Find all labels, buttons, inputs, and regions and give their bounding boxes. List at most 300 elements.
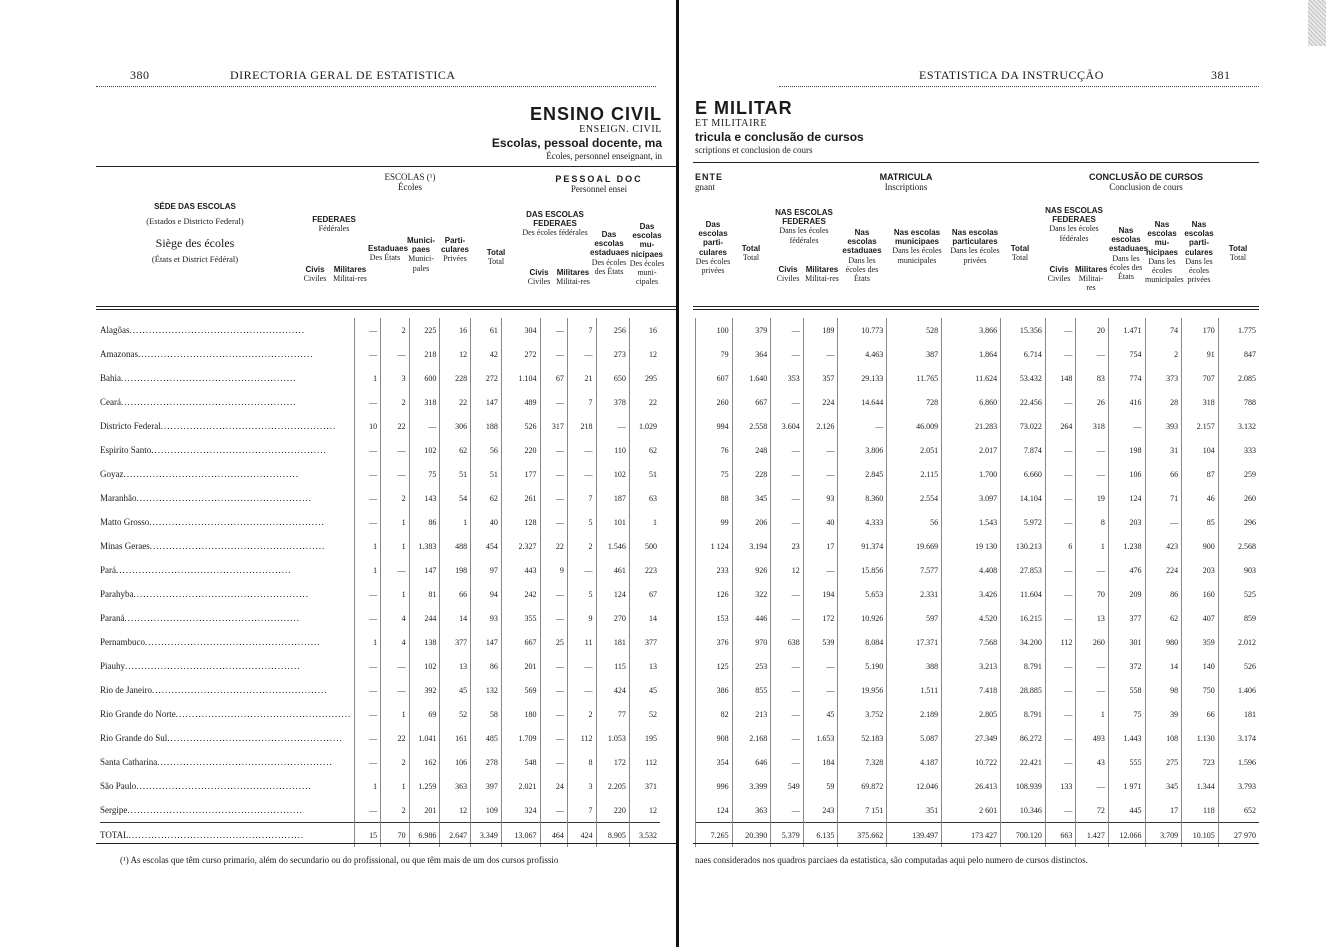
head-particulares: Parti-culares Privées [440,236,470,264]
table-cell: 7.265 [696,823,733,848]
left-data-table [100,318,660,847]
table-cell: 22.421 [1001,750,1046,774]
head-total-conc: Total Total [1228,244,1248,263]
table-cell: 198 [440,558,471,582]
table-cell: 224 [1145,558,1182,582]
table-cell: 1.596 [1218,750,1259,774]
table-cell: 201 [409,798,440,823]
table-cell: 13 [440,654,471,678]
head-das-particulares: Das escolas parti-culares Des écoles privées [695,220,731,275]
table-cell: 788 [1218,390,1259,414]
table-cell: 376 [696,630,733,654]
table-cell: 2.554 [887,486,942,510]
head-federaes: FEDERAES Fédérales [312,215,356,234]
table-cell: 7 [567,318,596,342]
head-nas-estaduaes: Nas escolas estaduaes Dans les écoles des États [842,228,882,283]
table-cell: — [1045,798,1076,823]
table-cell: 1 [355,534,381,558]
table-cell: 549 [771,774,804,798]
table-cell: 17 [1145,798,1182,823]
table-cell: 10.346 [1001,798,1046,823]
table-cell: 160 [1182,582,1219,606]
table-cell: 71 [1145,486,1182,510]
table-cell: 52 [629,702,660,726]
table-cell: 97 [471,558,502,582]
subtitle-pt-right: tricula e conclusão de cursos [695,130,864,144]
table-cell: — [1045,582,1076,606]
leader-dots: ...................................................... [123,469,299,479]
table-cell: — [771,606,804,630]
table-cell: 2 [381,318,409,342]
leader-dots: ...................................................... [121,373,297,383]
table-cell: 140 [1182,654,1219,678]
table-cell: 607 [696,366,733,390]
table-cell: — [355,678,381,702]
leader-dots: ...................................................... [124,613,300,623]
table-cell: 8 [567,750,596,774]
subtitle-fr-right: ET MILITAIRE [695,118,768,129]
table-row [696,462,1260,486]
row-label [100,438,355,462]
row-label-text: Parahyba [100,589,134,599]
table-cell: — [1045,510,1076,534]
table-cell: 102 [596,462,629,486]
table-cell: — [596,414,629,438]
table-cell: 646 [732,750,771,774]
table-cell: 77 [596,702,629,726]
table-row [696,414,1260,438]
table-cell: 446 [732,606,771,630]
row-label-text: Alagôas [100,325,130,335]
row-label-text: Amazonas [100,349,138,359]
table-cell: — [355,318,381,342]
table-cell: 16.215 [1001,606,1046,630]
table-cell: 6.860 [942,390,1001,414]
table-cell: 109 [471,798,502,823]
table-cell: 424 [567,823,596,848]
table-cell: 40 [471,510,502,534]
table-cell: — [381,438,409,462]
table-cell: 493 [1076,726,1109,750]
table-cell: 1.029 [629,414,660,438]
table-cell: 17.371 [887,630,942,654]
group-conclusao: CONCLUSÃO DE CURSOS Conclusion de cours [1088,172,1203,193]
table-cell: — [355,606,381,630]
table-cell: 170 [1182,318,1219,342]
row-label-text: São Paulo [100,781,137,791]
table-cell: 295 [629,366,660,390]
table-cell: 253 [732,654,771,678]
header-bottom-rule [96,306,676,307]
leader-dots: ...................................................... [129,325,305,335]
table-cell: 855 [732,678,771,702]
table-row [696,750,1260,774]
table-cell: 3.532 [629,823,660,848]
table-cell: 728 [887,390,942,414]
table-cell: 130.213 [1001,534,1046,558]
table-cell: 388 [887,654,942,678]
table-cell: 102 [409,654,440,678]
table-cell: 2 [381,486,409,510]
footnote-right: naes considerados nos quadros parciaes da estatistica, são computadas aqui pelo numero de cursos distinctos. [695,855,1088,865]
table-cell: — [540,486,567,510]
table-cell: — [540,510,567,534]
table-cell: 102 [409,438,440,462]
table-cell: 5.190 [838,654,887,678]
table-cell: 345 [1145,774,1182,798]
table-cell: 324 [501,798,540,823]
table-cell: 1.053 [596,726,629,750]
table-cell: 1.130 [1182,726,1219,750]
table-cell: 1 [355,630,381,654]
table-cell: 489 [501,390,540,414]
table-cell: — [381,462,409,486]
table-cell: 74 [1145,318,1182,342]
table-cell: 248 [732,438,771,462]
table-cell: 275 [1145,750,1182,774]
table-cell: 4.333 [838,510,887,534]
table-cell: — [771,390,804,414]
table-cell: 52 [440,702,471,726]
table-cell: 15.856 [838,558,887,582]
group-matricula: MATRICULA Inscriptions [879,172,933,193]
table-cell: 14.644 [838,390,887,414]
table-cell: 3.174 [1218,726,1259,750]
table-cell: 13 [1076,606,1109,630]
table-cell: 7 [567,486,596,510]
table-cell: 147 [409,558,440,582]
table-cell: — [355,726,381,750]
table-cell: — [838,414,887,438]
table-cell: 379 [732,318,771,342]
table-cell: 86 [1145,582,1182,606]
subtitle-fr2-left: Écoles, personnel enseignant, in [546,151,662,161]
table-cell: 2 [1145,342,1182,366]
table-cell: — [1108,414,1145,438]
table-cell: 1.443 [1108,726,1145,750]
table-cell: 423 [1145,534,1182,558]
table-cell: 1.653 [803,726,838,750]
subtitle-fr2-right: scriptions et conclusion de cours [695,145,813,155]
table-cell: 187 [596,486,629,510]
table-cell: 416 [1108,390,1145,414]
table-cell: 73.022 [1001,414,1046,438]
table-cell: 54 [440,486,471,510]
table-cell: 4 [381,630,409,654]
table-cell: 667 [501,630,540,654]
table-cell: 377 [629,630,660,654]
table-cell: 260 [1076,630,1109,654]
header-bottom-rule-2 [96,309,676,310]
table-cell: 260 [696,390,733,414]
table-cell: 555 [1108,750,1145,774]
table-cell: 650 [596,366,629,390]
table-cell: 67 [629,582,660,606]
table-cell: — [567,558,596,582]
table-cell: 23 [771,534,804,558]
table-cell: 996 [696,774,733,798]
table-cell: 42 [471,342,502,366]
table-cell: 70 [1076,582,1109,606]
table-cell: — [771,438,804,462]
table-cell: 351 [887,798,942,823]
table-cell: 124 [696,798,733,823]
table-cell: 3.132 [1218,414,1259,438]
table-cell: 20 [1076,318,1109,342]
table-top-rule [96,166,676,167]
table-cell: 27 970 [1218,823,1259,848]
leader-dots: ...................................................... [160,421,337,431]
table-cell: — [1045,558,1076,582]
table-row [100,510,660,534]
table-cell: 1 124 [696,534,733,558]
table-cell: 181 [1218,702,1259,726]
table-cell: 51 [471,462,502,486]
table-cell: 184 [803,750,838,774]
table-cell: 14.104 [1001,486,1046,510]
table-cell: 29.133 [838,366,887,390]
table-row [696,342,1260,366]
table-cell: — [355,438,381,462]
table-cell: 397 [471,774,502,798]
table-cell: 67 [540,366,567,390]
table-cell: 371 [629,774,660,798]
table-cell: 1 [355,558,381,582]
table-cell: — [381,654,409,678]
stub-head [100,202,290,264]
table-cell: — [540,678,567,702]
table-cell: 488 [440,534,471,558]
table-cell: 2.017 [942,438,1001,462]
row-label [100,606,355,630]
footnote-left: (¹) As escolas que têm curso primario, além do secundario ou do profissional, ou que têm mais de um dos cursos profissio [120,855,559,865]
table-cell: 372 [1108,654,1145,678]
table-cell: 75 [1108,702,1145,726]
leader-dots: ...................................................... [151,445,327,455]
table-cell: — [540,726,567,750]
table-cell: 364 [732,342,771,366]
table-row [100,678,660,702]
table-row [696,534,1260,558]
table-cell: 223 [629,558,660,582]
table-cell: — [381,678,409,702]
table-cell: 525 [1218,582,1259,606]
table-cell: 8.084 [838,630,887,654]
table-cell: 91 [1182,342,1219,366]
table-cell: 3 [381,366,409,390]
table-cell: 62 [440,438,471,462]
table-cell: — [1045,726,1076,750]
table-cell: 3.709 [1145,823,1182,848]
wavy-rule-left [96,80,656,87]
table-cell: 76 [696,438,733,462]
table-cell: 69.872 [838,774,887,798]
table-cell: 2.126 [803,414,838,438]
table-cell: 2 [381,390,409,414]
table-cell: 2.205 [596,774,629,798]
table-cell: 2 [567,702,596,726]
table-cell: — [1045,318,1076,342]
table-cell: 224 [803,390,838,414]
table-cell: 1 [440,510,471,534]
table-cell: 1.709 [501,726,540,750]
table-cell: 147 [471,390,502,414]
table-cell: 225 [409,318,440,342]
table-cell: 970 [732,630,771,654]
table-cell: 1.546 [596,534,629,558]
table-cell: 27.349 [942,726,1001,750]
table-cell: 106 [440,750,471,774]
table-cell: 39 [1145,702,1182,726]
table-cell: 526 [501,414,540,438]
row-label-text: Rio Grande do Norte [100,709,176,719]
table-cell: 2.189 [887,702,942,726]
table-cell: 139.497 [887,823,942,848]
table-row [100,534,660,558]
table-cell: — [381,342,409,366]
head-nas-federaes-2: NAS ESCOLAS FEDERAES Dans les écoles fédérales [1045,206,1103,243]
table-cell: 261 [501,486,540,510]
group-escolas-fr: Écoles [398,182,422,193]
head-militares: Militares Militai-res [333,265,367,284]
table-cell: 454 [471,534,502,558]
table-cell: 45 [440,678,471,702]
table-cell: 72 [1076,798,1109,823]
table-cell: — [803,558,838,582]
row-label-text: Ceará [100,397,121,407]
table-cell: 7.874 [1001,438,1046,462]
table-cell: — [1045,486,1076,510]
table-cell: — [567,462,596,486]
table-cell: — [1045,750,1076,774]
wavy-rule-right [779,80,1259,87]
table-cell: 91.374 [838,534,887,558]
head-civis-3: Civis Civiles [776,265,800,284]
table-cell: 1.427 [1076,823,1109,848]
head-militares-2: Militares Militai-res [556,268,590,287]
table-cell: 597 [887,606,942,630]
table-cell: 62 [1145,606,1182,630]
table-cell: — [355,654,381,678]
table-cell: 424 [596,678,629,702]
table-row [100,606,660,630]
table-cell: 189 [803,318,838,342]
table-cell: 600 [409,366,440,390]
table-row [100,318,660,342]
table-row [696,678,1260,702]
table-cell: 345 [732,486,771,510]
table-cell: 3.213 [942,654,1001,678]
table-cell: — [1045,702,1076,726]
table-cell: — [567,438,596,462]
table-cell: 8.791 [1001,702,1046,726]
table-cell: 4.187 [887,750,942,774]
table-cell: 994 [696,414,733,438]
title-ensino-civil: ENSINO CIVIL [529,104,662,124]
running-head-right: ESTATISTICA DA INSTRUCÇÃO [919,68,1104,82]
table-cell: 99 [696,510,733,534]
table-cell: 272 [501,342,540,366]
table-cell: 2.568 [1218,534,1259,558]
table-cell: 101 [596,510,629,534]
header-bottom-rule-right [693,306,1259,307]
table-cell: 256 [596,318,629,342]
table-cell: 393 [1145,414,1182,438]
table-cell: — [567,678,596,702]
table-cell: 26.413 [942,774,1001,798]
table-cell: 3.806 [838,438,887,462]
table-cell: 16 [440,318,471,342]
table-bottom-rule [96,843,676,844]
head-total: Total Total [486,248,506,267]
table-cell: 373 [1145,366,1182,390]
table-cell: 1.041 [409,726,440,750]
table-cell: 12 [629,342,660,366]
table-cell: — [540,654,567,678]
table-cell: 5 [567,582,596,606]
table-cell: — [1045,390,1076,414]
table-cell: 220 [501,438,540,462]
table-cell: 354 [696,750,733,774]
table-cell: 173 427 [942,823,1001,848]
table-cell: 10 [355,414,381,438]
table-cell: 218 [567,414,596,438]
row-label [100,702,355,726]
table-cell: 847 [1218,342,1259,366]
table-cell: 10.926 [838,606,887,630]
row-label-text: Matto Grosso [100,517,150,527]
table-cell: 3.793 [1218,774,1259,798]
table-cell: 1 [355,774,381,798]
table-cell: 43 [1076,750,1109,774]
row-label [100,414,355,438]
table-cell: 22 [381,726,409,750]
table-row [696,486,1260,510]
table-cell: 2.845 [838,462,887,486]
table-cell: 5.379 [771,823,804,848]
table-cell: 663 [1045,823,1076,848]
table-cell: 353 [771,366,804,390]
leader-dots: ...................................................... [136,781,312,791]
table-cell: 11.765 [887,366,942,390]
table-cell: 22 [540,534,567,558]
table-row [696,702,1260,726]
table-cell: 188 [471,414,502,438]
table-cell: — [1045,462,1076,486]
table-cell: — [771,462,804,486]
table-cell: 93 [803,486,838,510]
row-label [100,678,355,702]
group-pessoal [522,174,676,195]
table-cell: 194 [803,582,838,606]
table-cell: 359 [1182,630,1219,654]
table-cell: — [771,798,804,823]
head-das-estaduaes: Das escolas estaduaes Des écoles des États [590,230,630,276]
leader-dots: ...................................................... [128,830,305,840]
table-cell: 66 [1145,462,1182,486]
table-cell: — [355,462,381,486]
table-cell: — [1076,342,1109,366]
table-cell: 195 [629,726,660,750]
table-cell: 1 [381,534,409,558]
table-cell: 900 [1182,534,1219,558]
table-cell: 59 [803,774,838,798]
table-row [100,774,660,798]
table-cell: 12 [440,342,471,366]
right-data-table [695,318,1259,847]
table-cell: 4.520 [942,606,1001,630]
table-cell: 85 [1182,510,1219,534]
